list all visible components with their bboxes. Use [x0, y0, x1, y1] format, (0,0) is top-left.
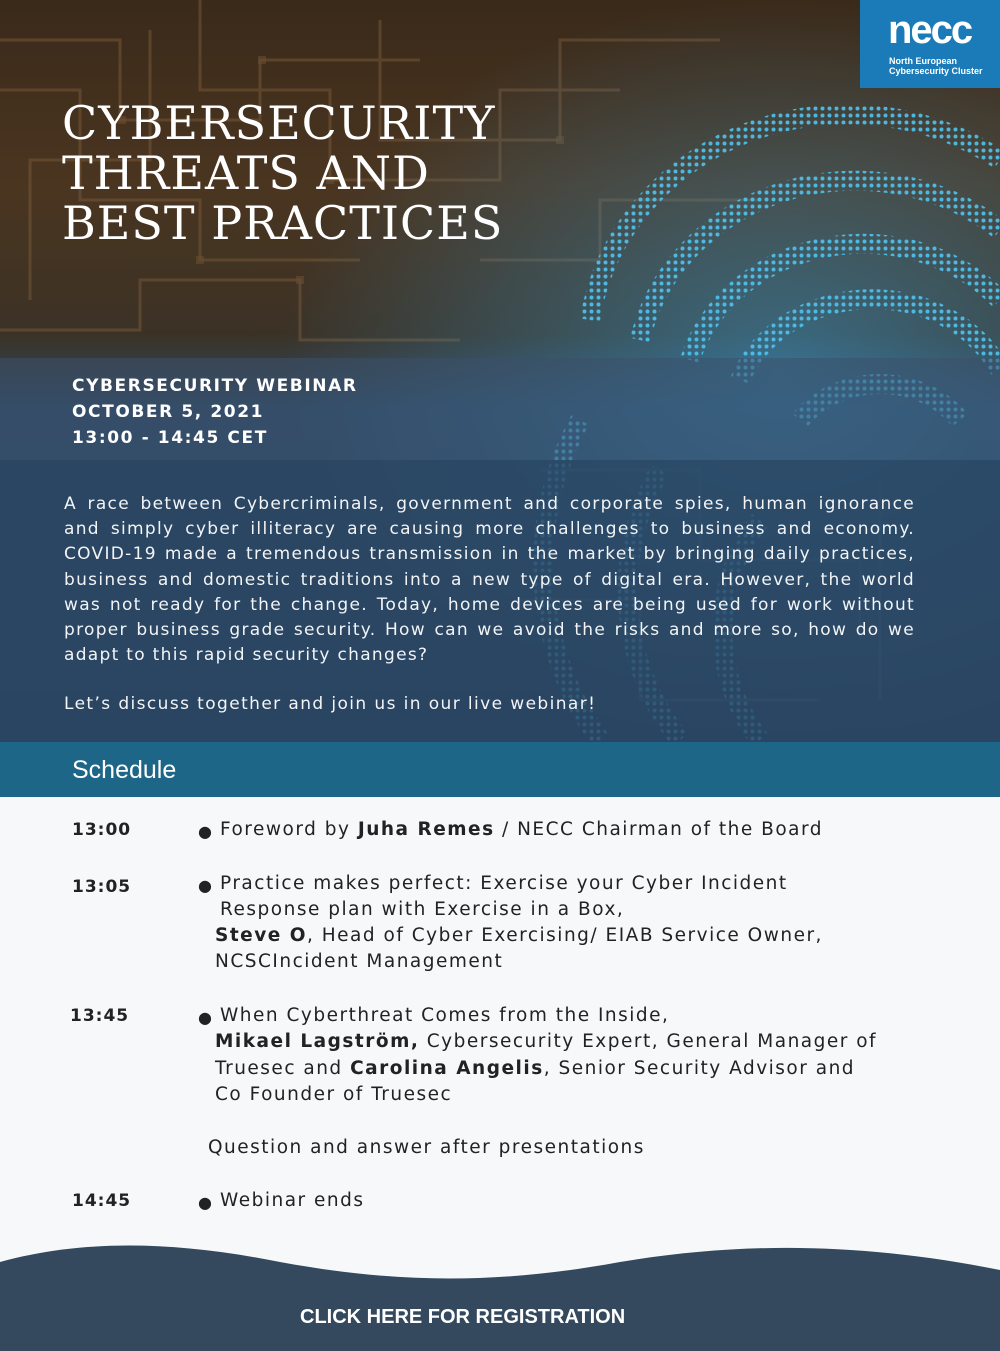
schedule-item-text: Foreword by Juha Remes / NECC Chairman of the Board — [220, 819, 824, 840]
schedule-heading: Schedule — [72, 756, 177, 784]
registration-link[interactable]: CLICK HERE FOR REGISTRATION — [300, 1306, 626, 1328]
bullet-icon: ● — [198, 1008, 212, 1027]
bullet-icon: ● — [198, 876, 212, 895]
schedule-item-text: Practice makes perfect: Exercise your Cyber Incident — [220, 873, 788, 894]
schedule-item-text: Response plan with Exercise in a Box, — [220, 899, 625, 920]
schedule-time: 13:00 — [72, 820, 132, 840]
bullet-icon: ● — [198, 822, 212, 841]
speaker-name: Mikael Lagström, — [215, 1031, 420, 1052]
schedule-item-text: Steve O, Head of Cyber Exercising/ EIAB Service Owner, — [215, 925, 823, 946]
event-description: A race between Cybercriminals, government and corporate spies, human ignorance and simply cyber illiteracy are causing more challenges to business and economy. COVID-19 made a tremendous transmission in the market by bringing daily practices, business and domestic traditions into a new type of digital era. However, the world was not ready for the change. Today, home devices are being used for work without proper business grade security. How can we avoid the risks and more so, how do we adapt to this rapid security changes? — [64, 494, 915, 666]
schedule-item-text: When Cyberthreat Comes from the Inside, — [220, 1005, 670, 1026]
speaker-name: Steve O — [215, 925, 307, 946]
schedule-item-text: Webinar ends — [220, 1190, 365, 1211]
event-time: 13:00 - 14:45 CET — [72, 428, 268, 448]
page-title: CYBERSECURITY THREATS AND BEST PRACTICES — [62, 96, 504, 250]
qa-note: Question and answer after presentations — [208, 1137, 645, 1158]
schedule-item-text: Co Founder of Truesec — [215, 1084, 453, 1105]
logo-mark: necc — [888, 8, 972, 52]
schedule-item-text: Truesec and Carolina Angelis, Senior Security Advisor and — [215, 1058, 856, 1079]
necc-logo — [860, 0, 1000, 88]
schedule-item-text: NCSCIncident Management — [215, 951, 504, 972]
footer-wave-shape — [0, 1246, 1000, 1351]
schedule-time: 14:45 — [72, 1191, 132, 1211]
schedule-time: 13:45 — [70, 1006, 130, 1026]
logo-subtitle: North European Cybersecurity Cluster — [889, 56, 983, 76]
speaker-name: Juha Remes — [357, 819, 495, 840]
schedule-time: 13:05 — [72, 877, 132, 897]
footer-wave — [0, 1240, 1000, 1351]
event-type: CYBERSECURITY WEBINAR — [72, 376, 358, 396]
schedule-item-text: Mikael Lagström, Cybersecurity Expert, General Manager of — [215, 1031, 878, 1052]
call-to-action-text: Let’s discuss together and join us in our live webinar! — [64, 694, 597, 714]
speaker-name: Carolina Angelis — [350, 1058, 544, 1079]
event-date: OCTOBER 5, 2021 — [72, 402, 265, 422]
bullet-icon: ● — [198, 1193, 212, 1212]
